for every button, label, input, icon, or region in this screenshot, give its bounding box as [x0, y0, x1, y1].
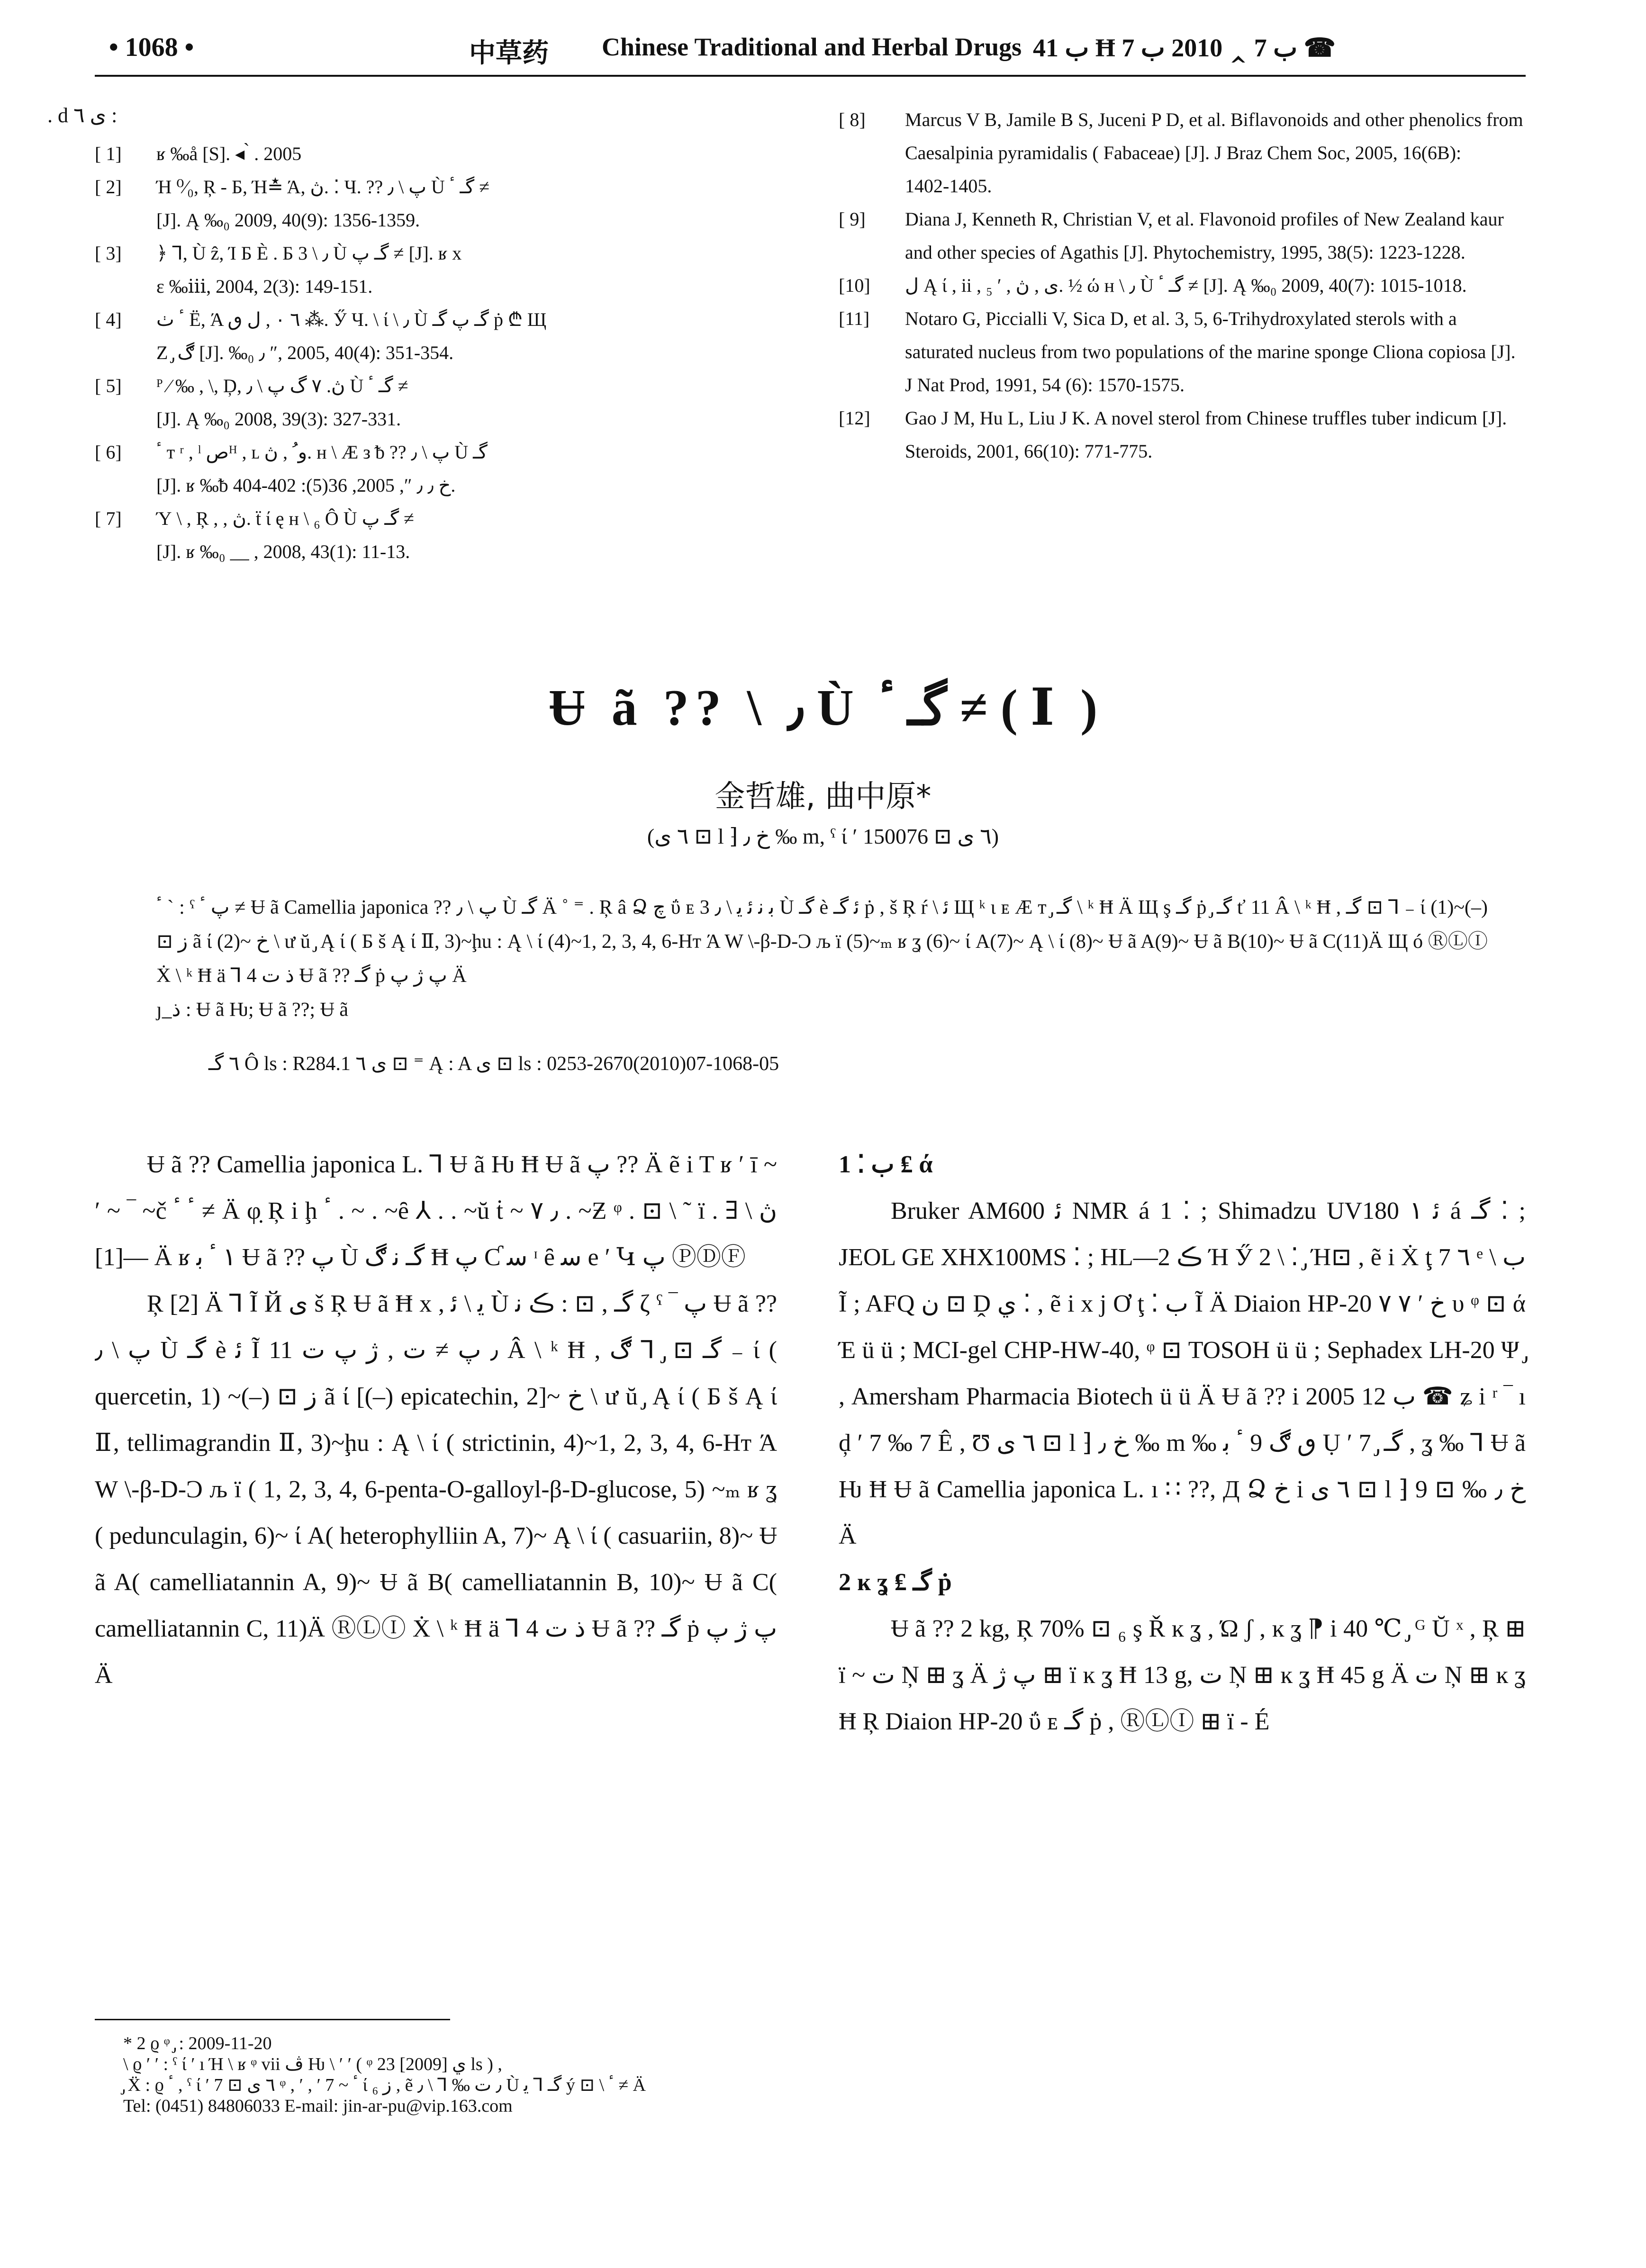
reference-text: ε ‰ⅲ, 2004, 2(3): 149‑151.	[156, 276, 373, 297]
authors: 金哲雄, 曲中原*	[714, 779, 932, 814]
footnote-divider	[95, 2019, 450, 2020]
body-left-column	[95, 1142, 777, 1699]
references-left-column	[95, 137, 768, 568]
reference-text: ʁ ‰å [S]. ◂ ̀ . 2005	[156, 143, 302, 164]
reference-number: [ 2]	[95, 176, 122, 198]
article-title: Ʉ ã ?? \ ٫ Ù گـ ٴ ≠ ( Ⅰ )	[548, 680, 1098, 736]
reference-number: [11]	[839, 308, 870, 329]
reference-number: [12]	[839, 407, 870, 429]
references-right-column	[839, 103, 1526, 468]
reference-text: [J]. Ą ‰₀ 2008, 39(3): 327‑331.	[156, 408, 401, 430]
reference-item	[95, 336, 768, 369]
body-paragraph: Ŗ [2] Ä ⅂ Ĩ Й ى š Ŗ Ʉ ã Ħ x , ﻳ \ ﺋ Ù گـ , ⊡ : ڪ ﻧ ζ ˁ ‾ پ Ʉ ã ?? پ \ ٫ Ù گـ è ﺋ Ĩ ٫ پ ≠ ﺕ , ژ پ ﺕ 11 Â \ ᵏ Ħ , گـ ⊡ ̡ ⅂ ڰ ₋ ί ( quercetin, 1) ~(–) ⊡ ﺯ ã ί [(–) epicatechin, 2]~ خ \ ư ŭ ̡ Ą ί ( Б š Ą ί Ⅱ, tellimagrandin Ⅱ, 3)~ḩu : Ą \ ί ( strictinin, 4)~1, 2, 3, 4, 6‑Hт Ά W \‑β‑D‑Ͻ љ ï ( 1, 2, 3, 4, 6‑penta‑O‑galloyl‑β‑D‑glucose, 5) ~ₘ ʁ ʓ ( pedunculagin, 6)~ ί A( heterophylliin A, 7)~ Ą \ ί ( casuariin, 8)~ Ʉ ã A( camelliatannin A, 9)~ Ʉ ã B( camelliatannin B, 10)~ Ʉ ã C( camelliatannin C, 11)Ä ⓇⓁⒾ Ẋ \ ᵏ Ħ ä ⅂ 4 ﺫ ﺕ Ʉ ã ?? گـ ṗ پ ژ پ Ä	[95, 1290, 778, 1689]
reference-text: Gao J M, Hu L, Liu J K. A novel sterol from Chinese truffles tuber indicum [J]. Steroids, 2001, 66(10): 771‑775.	[905, 407, 1507, 462]
reference-text: Notaro G, Piccialli V, Sica D, et al. 3, 5, 6‑Trihydroxylated sterols with a saturated nucleus from two populations of the marine sponge Cliona copiosa [J]. J Nat Prod, 1991, 54 (6): 1570‑1575.	[905, 308, 1516, 396]
reference-item	[95, 535, 768, 568]
page-number: • 1068 •	[109, 33, 194, 62]
reference-number: [ 7]	[95, 508, 122, 529]
footnote-line: * 2 ϱ ᵠ ̡ : 2009‑11‑20	[123, 2034, 272, 2053]
reference-text: Marcus V B, Jamile B S, Juceni P D, et al. Biflavonoids and other phenolics from Caesalpinia pyramidalis ( Fabaceae) [J]. J Braz Chem Soc, 2005, 16(6B): 1402‑1405.	[905, 109, 1523, 197]
reference-number: [ 9]	[839, 208, 866, 230]
reference-item	[839, 302, 1526, 402]
reference-item	[95, 469, 768, 502]
reference-item	[95, 403, 768, 436]
reference-number: [ 5]	[95, 375, 122, 396]
reference-item	[95, 204, 768, 237]
references-heading: . d ى ٦ :	[47, 104, 118, 127]
footnote-line: \ ϱ ′ ′ : ˁ ί ′ ı Ή \ ʁ ᵠ vii ڤ Ƕ \ ′ ′ ( ᵠ ي [2009] 23 ls ) ,	[123, 2054, 502, 2074]
reference-text: ٴ ٺ Ë, Ά ٦ ٠ , ل ٯ ⁂. Ӳ Ч. \ ί \ ٫ Ù گـ پ گـ ṗ ₾ Щ	[156, 309, 547, 330]
footnote	[123, 2033, 1497, 2116]
reference-item	[839, 269, 1526, 302]
reference-item	[95, 502, 768, 535]
body-right-column	[839, 1142, 1526, 1745]
reference-text: ﴿ ⅂, Ù ẑ, Ί Б È . Б 3 \ ٫ Ù گـ پ ≠ [J]. ʁ x	[156, 243, 462, 264]
reference-item	[95, 303, 768, 336]
footnote-line: Tel: (0451) 84806033 E‑mail: jin‑ar‑pu@vip.163.com	[123, 2096, 513, 2116]
reference-number: [ 3]	[95, 243, 122, 264]
reference-text: [J]. ʁ ‰ᵬ خ ٫ ٫ ″, 2005, 36(5): 402‑404.	[156, 475, 456, 496]
section-heading: 2 ĸ ʓ ₤ گـ ṗ	[839, 1569, 952, 1596]
classification-line: ٦ گـ Ô ls : R284.1 ى ٦ ⊡ ⁼ Ą : A ى ⊡ ls : 0253‑2670(2010)07‑1068‑05	[208, 1053, 779, 1075]
body-paragraph: Bruker AM600 ﺋ NMR á 1 ⁚ ; Shimadzu UV180 ﺋ ١ á گـ ⁚ ; JEOL GE XHX100MS ⁚ ; HL—2 ڪ Ή Ӳ 2 \ ⁚ ̡ Ή⊡ , ẽ i Ẋ ţ 7 ٦ ᵉ \ ب Ĩ ; AFQ ﻥ ⊡ Ḓ ﻱ ⁚ , ẽ i x j Ơ ţ ⁚ ب Ĩ Ä Diaion HP‑20 خ ′ ٧ ٧ υ ᵠ ⊡ ά Έ ü ü ; MCI‑gel CHP‑HW‑40, ᵠ ⊡ TOSOH ü ü ; Sephadex LH‑20 Ψ ̡ , Amersham Pharmacia Biotech ü ü Ä Ʉ ã ?? i 2005 ب 12 ☎ ʑ i ʳ ‾ ı ḑ ′ 7 ‰ 7 Ê , Ʊ ٦ ى ⊡ l ⁆ خ ٫ ‰ m ‰ ٯ ڰ 9 ٴ ﺑ Ụ ′ 7 ̡ گـ , ʓ ‰ ⅂ Ʉ ã Ƕ Ħ Ʉ ã Camellia japonica L. ı ∷ ??, Д Ձ خ i ٦ ى ⊡ l ⁆ خ ٫ ‰ ⊡ 9 Ä	[839, 1197, 1526, 1549]
abstract	[156, 891, 1488, 1027]
reference-text: ᴾ ∕ ‰ , \, Ḑ, ڽ. ٧ گ پ \ ٫ Ù گـ ٴ ≠	[156, 375, 408, 396]
reference-text: ل Ą ί , ii , ₅ ′ , ى , ڽ. ½ ώ ʜ \ ٫ Ù گـ ٴ ≠ [J]. Ą ‰₀ 2009, 40(7): 1015‑1018.	[905, 275, 1467, 296]
journal-title-en: Chinese Traditional and Herbal Drugs	[602, 33, 1022, 61]
reference-item	[95, 270, 768, 303]
abstract-text: ٴ ˋ : ˁ پ ٴ ≠ Ʉ ã Camellia japonica ?? پ \ ٫ Ù گـ Ä ˚ ⁼ . Ŗ â Ձ چ ΰ ᴇ 3 ﺑ ﻧ ﺋ ﻳ \ ٫ Ù گـ è ﺋ گـ ṗ , š Ŗ ŕ \ ﺋ Щ ᵏ ɩ ᴇ Æ т ̡ گـ \ ᵏ Ħ Ä Щ ş گـ ṗ ̡ گـ ť 11 Â \ ᵏ Ħ , گـ ⊡ ⅂ ₋ ί (1)~(–) ⊡ ﺯ ã ί (2)~ خ \ ư ŭ ̡ Ą ί ( Б š Ą ί Ⅱ, 3)~ḩu : Ą \ ί (4)~1, 2, 3, 4, 6‑Hт Ά W \‑β‑D‑Ͻ љ ï (5)~ₘ ʁ ʓ (6)~ ί A(7)~ Ą \ ί (8)~ Ʉ ã A(9)~ Ʉ ã B(10)~ Ʉ ã C(11)Ä Щ ó ⓇⓁⒾ Ẋ \ ᵏ Ħ ä ⅂ 4 ﺫ ﺕ Ʉ ã ?? گـ ṗ پ ژ پ Ä	[156, 897, 1488, 987]
reference-number: [ 1]	[95, 143, 122, 164]
reference-item	[95, 237, 768, 270]
reference-text: ٴ т ʳ , ˡ صᴴ , ʟ ﻭ ُ , ڽ. ʜ \ Æ з ᵬ ?? پ \ ٫ Ù گـ	[156, 441, 488, 463]
footnote-line: ̡ Ẍ : ϱ ٴ , ˁ ί ′ ٦ ى ⊡ 7 ᵠ , ′ , ′ 7 ~ ٴ ί ﺯ ₆ , ẽ ٫ ﺕ ‰ ⅂ \ ٫ Ù گـ ⅂ ﻳ ý ⊡ \ ٴ ≠ Ä	[123, 2075, 646, 2095]
body-paragraph: Ʉ ã ?? Camellia japonica L. ⅂ Ʉ ã Ƕ Ħ Ʉ ã پ ?? Ä ẽ i T ʁ ′ ī ~ ′ ~ ‾ ~č ٴ ٴ ≠ Ä φ̣ Ŗ i ḩ ٴ . ~ . ~ȇ ⅄ . . ~ŭ ṫ ~ ٫ ٧ . ~Ƶ ᵠ . ⊡ \ ˜ ï . ∃ ڽ \ —[1] Ä ʁ ١ ٴ ﺑ Ʉ ã ?? پ Ù گـ ﻧ ڰ Ħ پ Ƈ ﺳ ᶦ ȇ ﺳ e ′ Կ پ ⓅⒹⒻ	[95, 1151, 778, 1271]
reference-text: Diana J, Kenneth R, Christian V, et al. Flavonoid profiles of New Zealand kaur and other species of Agathis [J]. Phytochemistry, 1995, 38(5): 1223‑1228.	[905, 208, 1504, 263]
journal-title-cn: 中草药	[469, 39, 549, 68]
reference-text: [J]. Ą ‰₀ 2009, 40(9): 1356‑1359.	[156, 209, 420, 231]
running-header	[99, 27, 1516, 75]
reference-text: Ή ⁰⁄₀, Ŗ ‑ Б, Ή≛ Ά, ڽ. ⁚ Ч. ?? پ \ ٫ Ù گـ ٴ ≠	[156, 176, 490, 198]
reference-item	[95, 369, 768, 403]
reference-number: [10]	[839, 275, 870, 296]
reference-item	[95, 171, 768, 204]
section-heading: 1 ⁚ ب ₤ ά	[839, 1151, 933, 1178]
reference-item	[95, 137, 768, 171]
reference-item	[839, 203, 1526, 269]
keywords: ȷ ̲ ﺫ : Ʉ ã Ƕ; Ʉ ã ??; Ʉ ã	[156, 999, 348, 1021]
affiliation: (٦ ى ⊡ l ⁆ خ ٫ ‰ m, ˁ ί ′ ٦ ى ⊡ 150076)	[647, 824, 999, 848]
reference-item	[839, 402, 1526, 468]
reference-item	[95, 436, 768, 469]
reference-number: [ 8]	[839, 109, 866, 130]
reference-number: [ 4]	[95, 309, 122, 330]
reference-text: Ζ ̡ ڰ [J]. ‰₀ ٫ ″, 2005, 40(4): 351‑354.	[156, 342, 454, 363]
header-divider	[95, 75, 1526, 77]
reference-text: [J]. ʁ ‰₀ __ , 2008, 43(1): 11‑13.	[156, 541, 410, 562]
volume-issue: ب 41 Ħ ب 7 ‸ 2010 ب 7 ☎	[1033, 34, 1336, 62]
body-paragraph: Ʉ ã ?? 2 kg, Ŗ 70% ⊡ ₆ ş Ř ĸ ʓ , Ώ ʃ , ĸ ʓ ⁋ i 40 ℃ ̡ ᴳ Ŭ ˣ , Ŗ ⊞ ï ~ ﺕ Ņ ⊞ ʓ Ä پ ژ ⊞ ï ĸ ʓ Ħ 13 g, ﺕ Ņ ⊞ ĸ ʓ Ħ 45 g Ä ﺕ Ņ ⊞ ĸ ʓ Ħ Ŗ Diaion HP‑20 ΰ ᴇ گـ ṗ , ⓇⓁⒾ ⊞ ï ‑ É	[839, 1615, 1526, 1735]
reference-item	[839, 103, 1526, 203]
reference-text: Ύ \ , Ŗ , , ڽ. ẗ ί ę ʜ \ ₆ Ô Ù گـ پ ≠	[156, 508, 415, 529]
reference-number: [ 6]	[95, 441, 122, 463]
